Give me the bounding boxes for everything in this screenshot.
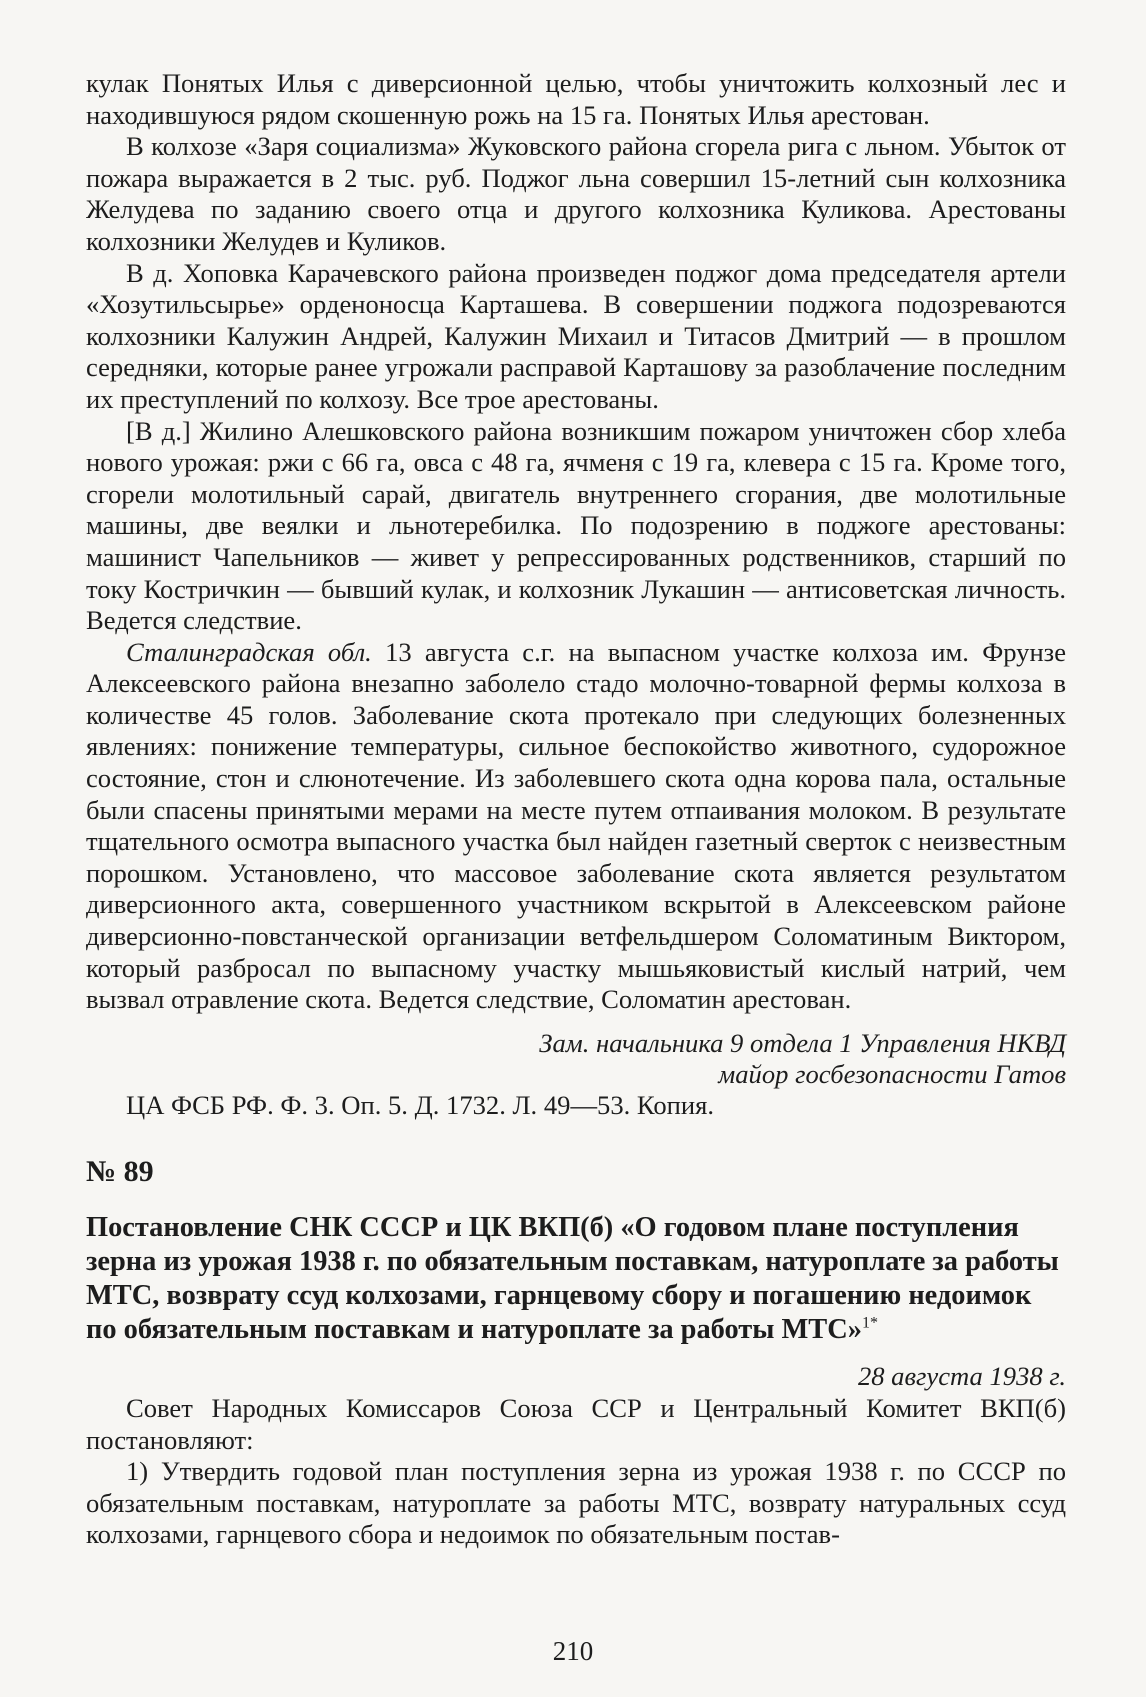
signature-name: майор госбезопасности Гатов xyxy=(718,1058,1066,1089)
document-number: № 89 xyxy=(86,1155,154,1189)
paragraph-5 xyxy=(86,637,1066,1016)
footnote-mark: 1* xyxy=(861,1314,878,1332)
paragraph-1: кулак Понятых Илья с диверсионной целью, чтобы уничтожить колхозный лес и находившуюся рядом скошенную рожь на 15 га. Понятых Илья арестован. xyxy=(86,68,1066,130)
paragraph-3: В д. Хоповка Карачевского района произведен поджог дома председателя артели «Хозутильсырье» орденоносца Карташева. В совершении поджога подозреваются колхозники Калужин Андрей, Калужин Михаил и Титасов Дмитрий — в прошлом середняки, которые ранее угрожали расправой Карташову за разоблачение последним их преступлений по колхозу. Все трое арестованы. xyxy=(86,257,1066,414)
document-title-text: Постановление СНК СССР и ЦК ВКП(б) «О годовом плане поступления зерна из урожая 1938 г. по обязательным поставкам, натуроплате за работы МТС, возврату ссуд колхозами, гарнцевому сбору и погашению недоимок по обязательным поставкам и натуроплате за работы МТС» xyxy=(86,1212,1059,1346)
page-number: 210 xyxy=(552,1636,594,1666)
signature-position: Зам. начальника 9 отдела 1 Управления НКВД xyxy=(539,1027,1066,1058)
paragraph-4: [В д.] Жилино Алешковского района возникшим пожаром уничтожен сбор хлеба нового урожая: ржи с 66 га, овса с 48 га, ячменя с 19 га, клевера с 15 га. Кроме того, сгорели молотильный сарай, двигатель внутреннего сгорания, две молотильные машины, две веялки и льнотеребилка. По подозрению в поджоге арестованы: машинист Чапельников — живет у репрессированных родственников, старший по току Костричкин — бывший кулак, и колхозник Лукашин — антисоветская личность. Ведется следствие. xyxy=(86,415,1066,636)
document-title xyxy=(86,1211,1066,1347)
region-name: Сталинградская обл. xyxy=(126,636,372,667)
page-body xyxy=(86,68,1066,1551)
decree-item-1: 1) Утвердить годовой план поступления зерна из урожая 1938 г. по СССР по обязательным поставкам, натуроплате за работы МТС, возврату натуральных ссуд колхозами, гарнцевого сбора и недоимок по обязательным постав- xyxy=(86,1456,1066,1550)
document-date: 28 августа 1938 г. xyxy=(857,1361,1066,1392)
paragraph-2: В колхозе «Заря социализма» Жуковского района сгорела рига с льном. Убыток от пожара выражается в 2 тыс. руб. Поджог льна совершил 15-летний сын колхозника Желудева по заданию своего отца и другого колхозника Куликова. Арестованы колхозники Желудев и Куликов. xyxy=(86,131,1066,256)
signature-block xyxy=(86,1028,1066,1090)
archive-reference: ЦА ФСБ РФ. Ф. 3. Оп. 5. Д. 1732. Л. 49—53. Копия. xyxy=(126,1089,714,1120)
paragraph-5-text: 13 августа с.г. на выпасном участке колхоза им. Фрунзе Алексеевского района внезапно заболело стадо молочно-товарной фермы колхоза в количестве 45 голов. Заболевание скота протекало при следующих болезненных явлениях: понижение температуры, сильное беспокойство животного, судорожное состояние, стон и слюнотечение. Из заболевшего скота одна корова пала, остальные были спасены принятыми мерами на месте путем отпаивания молоком. В результате тщательного осмотра выпасного участка был найден газетный сверток с неизвестным порошком. Установлено, что массовое заболевание скота является результатом диверсионного акта, совершенного участником вскрытой в Алексеевском районе диверсионно-повстанческой организации ветфельдшером Соломатиным Виктором, который разбросал по выпасному участку мышьяковистый кислый натрий, чем вызвал отравление скота. Ведется следствие, Соломатин арестован. xyxy=(86,636,1066,1015)
decree-intro: Совет Народных Комиссаров Союза ССР и Центральный Комитет ВКП(б) постановляют: xyxy=(86,1393,1066,1455)
